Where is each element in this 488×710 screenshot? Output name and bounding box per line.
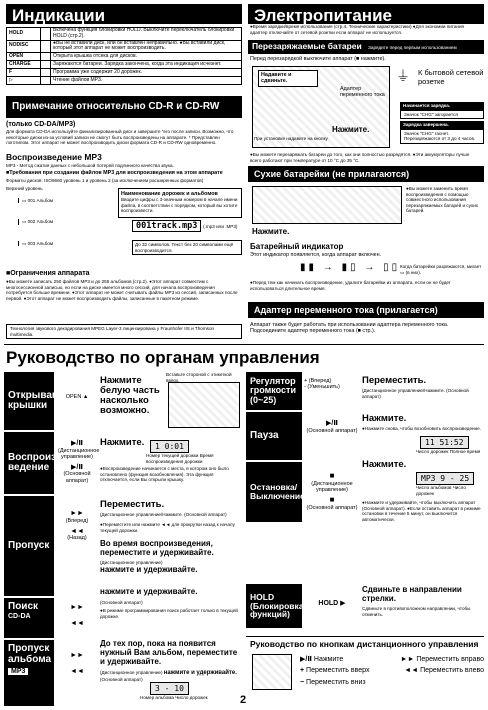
battery-level-icons: ▮▮ → ▮▯ → ▯▯ — [300, 262, 401, 273]
battery-indicator-heading: Батарейный индикатор — [250, 242, 344, 251]
album-instruction-sub: (Дистанционное управление) нажмите и удерживайте. (Основной аппарат) — [100, 670, 237, 683]
album-skip-label: Пропуск альбома MP3 — [4, 640, 54, 706]
indicators-table — [6, 27, 242, 85]
charge-status-box: Начинается зарядка. Значок "CHG" загорается Зарядка завершена. Значок "CHG" гаснет. Перезаряжаются от 3 до 4 часов. — [400, 102, 484, 144]
battery-blink-note: Когда батарейки разряжаются, мигает ▭ (в них). — [400, 264, 482, 275]
adapter-label: Адаптер переменного тока — [340, 86, 385, 99]
pause-key[interactable]: ▶/Ⅱ (Основной аппарат) — [306, 420, 358, 434]
mp3-heading: Воспроизведение MP3 — [6, 152, 102, 162]
search-label: Поиск CD-DA — [4, 598, 54, 638]
mpeg-license-note: Технология звукового декодирования MPEG Layer-3 лицензирована у Fraunhofer IIS и Thomson multimedia. — [6, 324, 242, 339]
remote-illustration — [252, 654, 292, 690]
open-note: Вставьте стороной с этикеткой вверх. — [166, 372, 232, 383]
battery-indicator-text: Этот индикатор появляется, когда аппарат включен. — [250, 252, 382, 258]
search-instruction: нажмите и удерживайте. — [100, 587, 198, 596]
table-row: CHARGE Заряжаются батареи. Зарядка закончена, когда эта индикация исчезнет. — [7, 61, 242, 69]
folder-item: ▭ 001 Альбом — [18, 198, 66, 204]
remote-key-next: ►► Переместить вправо — [400, 656, 484, 663]
volume-label: Регулятор громкости (0~25) — [246, 372, 302, 410]
dry-battery-note: ●Вы можете заменить время воспроизведения с помощью совместного использования перезаряжаемых батарей и сухих батарей. — [406, 186, 479, 213]
folder-item: ▭ 003 Альбом — [18, 241, 66, 247]
hold-label: HOLD (Блокировка функций) — [246, 584, 302, 628]
track-naming-box — [118, 188, 242, 218]
disc-insert-illustration — [168, 382, 240, 428]
table-row: F Программа уже содержит 20 дорожек. — [7, 69, 242, 77]
album-display: 3 - 10 — [150, 682, 189, 695]
limits-heading: ■Ограничения аппарата — [6, 270, 90, 277]
skip-note: ●Переместите или нажмите ◄◄ для прокрутки назад к началу текущей дорожки. — [100, 522, 235, 533]
skip-instruction: Переместить. — [100, 499, 165, 510]
folder-icon: ▭ — [22, 240, 27, 246]
battery-compartment-illustration — [252, 186, 402, 224]
mp3-requirements-heading: ■Требования при создании файлов MP3 для воспроизведения на этом аппарате — [6, 170, 223, 176]
album-keys[interactable]: ►► ◄◄ — [70, 652, 84, 675]
limits-text: ●Вы можете записать 250 файлов МР3 и до 255 альбомов (стр.2). ●Этот аппарат совместим с многосессионной записью, но если на диске имеется много сессий, для начала воспроизведения потребуется больше времени. ●Этот аппарат не может считывать файлы МР3 из сессий, записанных после первой. ●Этот аппарат не может воспроизводить файлы, записанные в пакетном режиме. — [6, 279, 238, 301]
folder-root-label: Верхний уровень — [6, 186, 43, 191]
rechargeable-heading: Перезаряжаемые батареи Зарядите перед первым использованием — [248, 40, 484, 54]
pause-display: 11 51:52 — [420, 436, 469, 449]
pause-instruction: Нажмите. — [362, 413, 407, 424]
outlet-label: К бытовой сетевой розетке — [418, 68, 484, 86]
skip-hold-sub: (Дистанционное управление) — [100, 560, 163, 565]
name-length-limit: До 32 символов. Текст без 20 символами ещё воспроизводится. — [132, 240, 242, 255]
page-number: 2 — [240, 694, 247, 706]
section-divider — [4, 344, 484, 345]
mp3-display: MP3 9 - 25 — [416, 472, 474, 485]
remote-key-up: + Переместить вверх — [300, 667, 370, 675]
volume-instruction-sub: (Дистанционное управление/Нажмите. (Основной аппарат) — [362, 388, 469, 399]
play-display-note: Номер текущей дорожки Время воспроизведения дорожки — [146, 453, 214, 464]
charge-notes: ●Вы можете перезаряжать батареи до того, как они полностью разрядятся. ●Эти аккумуляторы лучше всего работают при температуре от 10 °C до 35 °C. — [250, 152, 470, 163]
insert-note: При установке надавите на кнопку — [254, 136, 328, 141]
track-naming-title: Наименование дорожек и альбомов — [121, 191, 218, 197]
table-row: NODISC ●Вы не вставили диск, или он вставлен неправильно. ●Вы вставили диск, который этот аппарат не может воспроизводить. — [7, 40, 242, 53]
slide-label: Надавите и сдвиньте. — [258, 70, 318, 87]
mp3-requirements-text: Форматы дисков: ISO9660 уровень 1 и уровень 2 (за исключением расширенных форматов) — [6, 178, 204, 183]
skip-keys[interactable]: ►► (Вперед) ◄◄ (Назад) — [65, 510, 89, 542]
plug-icon: ⏚ — [396, 68, 410, 84]
open-key[interactable]: OPEN ▲ — [65, 394, 89, 400]
play-label: Воспроиз-ведение — [4, 432, 54, 494]
open-cover-label: Открывание крышки — [4, 372, 54, 430]
press-label: Нажмите. — [332, 125, 370, 134]
mp3-text: МР3 - Метод сжатия данных с небольшой потерей подлинного качества звука. — [6, 163, 174, 168]
stop-instruction: Нажмите. — [362, 459, 407, 470]
stop-note: ●Нажмите и удерживайте, чтобы выключить аппарат (Основной аппарат). ●Если оставить аппарат в режиме остановки в течение 5 минут, он выключится автоматически. — [362, 500, 481, 522]
ac-adapter-text: Аппарат также будет работать при использовании адаптера переменного тока. Подсоедините адаптер переменного тока (■ стр.). — [250, 322, 449, 335]
pause-display-note: Число дорожек Полное время — [416, 449, 481, 454]
table-row: HOLD Включена функция блокировки HOLD. Выключите переключатель блокировки HOLD (стр.2). — [7, 28, 242, 41]
file-name-example: 001track.mp3 (.mp3 или .MP3) — [132, 222, 237, 232]
folder-item: ▭ 002 Альбом — [18, 219, 66, 225]
cdr-note-text: Для формата CD-DA используйте финализированный диск и завершите "его после записи. Возможно, что некоторые диски из-за условий записи не смогут быть воспроизведены на аппарате. * Представлен логотипом. Этот аппарат не может воспроизводить диски формата CD-R и CD-RW одновременно. — [6, 129, 234, 145]
stop-key[interactable]: ■ (Дистанционное управление) ■ (Основной аппарат) — [306, 471, 358, 511]
volume-instruction: Переместить. — [362, 375, 427, 386]
dry-battery-heading: Сухие батарейки (не прилагаются) — [248, 166, 484, 182]
search-note: ●В режиме программирования поиск работает только в текущей дорожке. — [100, 608, 238, 619]
skip-label: Пропуск — [4, 496, 54, 596]
hold-instruction: Сдвиньте в направлении стрелки. — [362, 585, 462, 603]
album-instruction: До тех пор, пока на появится нужный Вам альбом, переместите и удерживайте. — [100, 639, 238, 666]
power-notes: ●Время зарядки/время использования (стр.4. Технические характеристики) ●Для экономии питания адаптер отключайте от сетевой розетки если аппарат не используется. — [250, 24, 464, 35]
remote-key-play: ▶/Ⅱ Нажмите — [300, 656, 344, 663]
play-note: ●Воспроизведение начинается с места, в котором оно было остановлено (функция возобновления). Эта функция отключается, если Вы открыли крышку. — [100, 466, 229, 482]
folder-icon: ▭ — [22, 197, 27, 203]
power-heading: Электропитание — [248, 4, 484, 24]
remote-key-list — [300, 656, 484, 687]
remote-guide-heading: Руководство по кнопкам дистанционного управления — [250, 639, 479, 649]
battery-removal-note: ●Перед тем как начинать воспроизведение, удалите батарейки из аппарата, если он не будет использоваться длительное время. — [250, 280, 451, 291]
track-naming-text: Вводите цифры с 3-значным номером в начале имени файла, в соответствии с порядком, который вы хотите воспроизвести. — [121, 197, 238, 214]
open-instruction: Нажмите белую часть насколько возможно. — [100, 375, 160, 416]
search-keys[interactable]: ►► ◄◄ — [70, 604, 84, 627]
search-instruction-sub: (Основной аппарат) — [100, 600, 143, 605]
hold-switch[interactable]: HOLD ▶ — [318, 600, 346, 607]
stop-label: Остановка/Выключение — [246, 462, 302, 522]
recharge-instruction: Перед перезарядкой выключите аппарат (■ нажмите). — [250, 56, 386, 62]
table-row: OPEN Открыта крышка отсека для дисков. — [7, 53, 242, 61]
volume-keys[interactable]: + (Вперед) - (Уменьшить) — [304, 378, 340, 391]
controls-guide-heading: Руководство по органам управления — [6, 348, 320, 367]
dry-press-label: Нажмите. — [252, 227, 290, 236]
play-instruction: Нажмите. — [100, 437, 145, 448]
hold-note: Сдвиньте в противоположном направлении, чтобы отменить. — [362, 606, 471, 617]
play-display: 1 0:01 — [150, 440, 189, 453]
remote-divider — [246, 636, 484, 637]
ac-adapter-heading: Адаптер переменного тока (прилагается) — [248, 302, 484, 318]
cdr-note-heading: Примечание относительно CD-R и CD-RW — [6, 96, 242, 118]
mp3-display-note: Число альбомов Число дорожек — [416, 485, 466, 496]
table-row: ▷ Чтение файлов МР3. — [7, 77, 242, 85]
play-key[interactable]: ▶/Ⅱ (Дистанционное управление) ▶/Ⅱ (Основной аппарат) — [58, 440, 100, 484]
pause-label: Пауза — [246, 412, 302, 460]
album-display-note: Номер альбома Число дорожек — [140, 695, 208, 700]
folder-icon: ▭ — [22, 219, 27, 224]
folder-tree-diagram — [6, 186, 66, 264]
pause-note: ●Нажмите снова, чтобы возобновить воспроизведение. — [362, 426, 481, 431]
remote-key-down: − Переместить вниз — [300, 678, 366, 686]
cdr-note-subtitle: (только CD-DA/MP3) — [6, 121, 76, 128]
skip-hold-instruction: Во время воспроизведения, переместите и удерживайте. — [100, 539, 214, 557]
indicators-heading: Индикации — [6, 4, 242, 24]
skip-instruction-sub: (Дистанционное управление/Нажмите. (Основной аппарат) — [100, 512, 227, 517]
remote-key-prev: ◄◄ Переместить влево — [404, 667, 484, 675]
skip-hold-press: нажмите и удерживайте. — [100, 565, 198, 574]
